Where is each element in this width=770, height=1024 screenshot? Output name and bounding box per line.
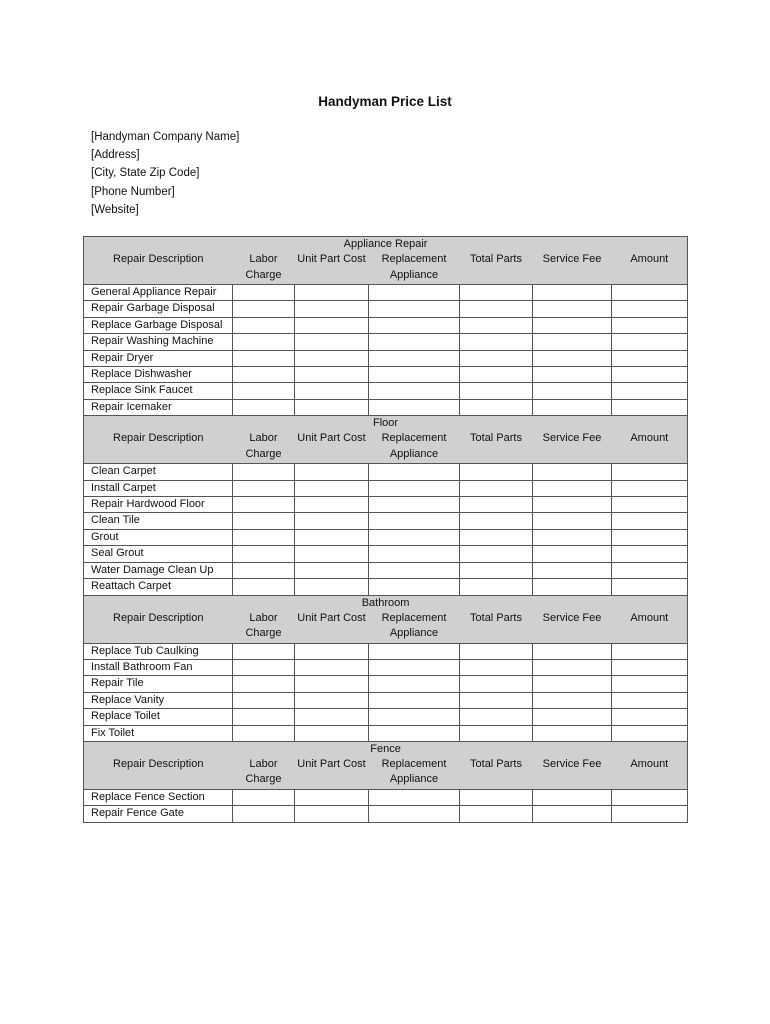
column-header-replacement-appliance: Replacement Appliance (369, 611, 460, 644)
replacement-appliance-cell[interactable] (369, 546, 460, 562)
amount-cell[interactable] (612, 317, 688, 333)
total-parts-cell[interactable] (460, 367, 533, 383)
repair-description-cell: Repair Garbage Disposal (84, 301, 233, 317)
replacement-appliance-cell[interactable] (369, 301, 460, 317)
unit-part-cost-cell[interactable] (295, 806, 369, 822)
unit-part-cost-cell[interactable] (295, 709, 369, 725)
amount-cell[interactable] (612, 480, 688, 496)
section-title: Fence (84, 741, 688, 757)
column-header-description: Repair Description (84, 431, 233, 464)
amount-cell[interactable] (612, 383, 688, 399)
replacement-appliance-cell[interactable] (369, 659, 460, 675)
labor-charge-cell[interactable] (233, 464, 295, 480)
column-header-total-parts: Total Parts (460, 431, 533, 464)
replacement-appliance-cell[interactable] (369, 367, 460, 383)
amount-cell[interactable] (612, 513, 688, 529)
service-fee-cell[interactable] (533, 725, 612, 741)
service-fee-cell[interactable] (533, 367, 612, 383)
repair-description-cell: Replace Dishwasher (84, 367, 233, 383)
amount-cell[interactable] (612, 497, 688, 513)
amount-cell[interactable] (612, 334, 688, 350)
table-row (84, 334, 688, 350)
replacement-appliance-cell[interactable] (369, 334, 460, 350)
unit-part-cost-cell[interactable] (295, 676, 369, 692)
total-parts-cell[interactable] (460, 513, 533, 529)
total-parts-cell[interactable] (460, 579, 533, 595)
table-row (84, 529, 688, 545)
repair-description-cell: Replace Fence Section (84, 789, 233, 805)
total-parts-cell[interactable] (460, 546, 533, 562)
column-header-labor-charge: Labor Charge (233, 252, 295, 285)
repair-description-cell: Grout (84, 529, 233, 545)
unit-part-cost-cell[interactable] (295, 480, 369, 496)
column-header-unit-part-cost: Unit Part Cost (295, 431, 369, 464)
section-title-row (84, 595, 688, 611)
labor-charge-cell[interactable] (233, 789, 295, 805)
amount-cell[interactable] (612, 367, 688, 383)
column-header-total-parts: Total Parts (460, 252, 533, 285)
labor-charge-cell[interactable] (233, 579, 295, 595)
repair-description-cell: Repair Icemaker (84, 399, 233, 415)
amount-cell[interactable] (612, 643, 688, 659)
total-parts-cell[interactable] (460, 562, 533, 578)
service-fee-cell[interactable] (533, 480, 612, 496)
column-header-unit-part-cost: Unit Part Cost (295, 757, 369, 790)
unit-part-cost-cell[interactable] (295, 301, 369, 317)
service-fee-cell[interactable] (533, 692, 612, 708)
service-fee-cell[interactable] (533, 399, 612, 415)
repair-description-cell: Clean Tile (84, 513, 233, 529)
service-fee-cell[interactable] (533, 464, 612, 480)
repair-description-cell: Install Bathroom Fan (84, 659, 233, 675)
service-fee-cell[interactable] (533, 317, 612, 333)
service-fee-cell[interactable] (533, 513, 612, 529)
table-row (84, 464, 688, 480)
column-header-service-fee: Service Fee (533, 757, 612, 790)
table-row (84, 562, 688, 578)
repair-description-cell: Repair Hardwood Floor (84, 497, 233, 513)
repair-description-cell: Install Carpet (84, 480, 233, 496)
column-header-labor-charge: Labor Charge (233, 611, 295, 644)
total-parts-cell[interactable] (460, 464, 533, 480)
section-title-row (84, 741, 688, 757)
labor-charge-cell[interactable] (233, 334, 295, 350)
column-header-replacement-appliance: Replacement Appliance (369, 757, 460, 790)
section-title: Floor (84, 416, 688, 432)
column-header-replacement-appliance: Replacement Appliance (369, 431, 460, 464)
replacement-appliance-cell[interactable] (369, 480, 460, 496)
unit-part-cost-cell[interactable] (295, 383, 369, 399)
unit-part-cost-cell[interactable] (295, 546, 369, 562)
repair-description-cell: Clean Carpet (84, 464, 233, 480)
column-header-description: Repair Description (84, 611, 233, 644)
repair-description-cell: Replace Toilet (84, 709, 233, 725)
amount-cell[interactable] (612, 464, 688, 480)
column-header-labor-charge: Labor Charge (233, 757, 295, 790)
replacement-appliance-cell[interactable] (369, 285, 460, 301)
replacement-appliance-cell[interactable] (369, 725, 460, 741)
company-phone: [Phone Number] (91, 185, 175, 198)
labor-charge-cell[interactable] (233, 285, 295, 301)
repair-description-cell: Repair Washing Machine (84, 334, 233, 350)
column-header-service-fee: Service Fee (533, 252, 612, 285)
labor-charge-cell[interactable] (233, 562, 295, 578)
service-fee-cell[interactable] (533, 350, 612, 366)
replacement-appliance-cell[interactable] (369, 676, 460, 692)
repair-description-cell: Repair Dryer (84, 350, 233, 366)
service-fee-cell[interactable] (533, 676, 612, 692)
labor-charge-cell[interactable] (233, 806, 295, 822)
total-parts-cell[interactable] (460, 692, 533, 708)
total-parts-cell[interactable] (460, 709, 533, 725)
replacement-appliance-cell[interactable] (369, 562, 460, 578)
column-header-service-fee: Service Fee (533, 431, 612, 464)
column-header-row (84, 431, 688, 464)
table-row (84, 301, 688, 317)
amount-cell[interactable] (612, 676, 688, 692)
service-fee-cell[interactable] (533, 334, 612, 350)
column-header-amount: Amount (612, 431, 688, 464)
table-row (84, 725, 688, 741)
labor-charge-cell[interactable] (233, 350, 295, 366)
unit-part-cost-cell[interactable] (295, 562, 369, 578)
table-row (84, 806, 688, 822)
table-row (84, 383, 688, 399)
table-row (84, 546, 688, 562)
repair-description-cell: Fix Toilet (84, 725, 233, 741)
amount-cell[interactable] (612, 709, 688, 725)
amount-cell[interactable] (612, 301, 688, 317)
labor-charge-cell[interactable] (233, 676, 295, 692)
column-header-row (84, 611, 688, 644)
unit-part-cost-cell[interactable] (295, 725, 369, 741)
total-parts-cell[interactable] (460, 350, 533, 366)
table-row (84, 367, 688, 383)
total-parts-cell[interactable] (460, 334, 533, 350)
table-row (84, 497, 688, 513)
amount-cell[interactable] (612, 579, 688, 595)
replacement-appliance-cell[interactable] (369, 464, 460, 480)
repair-description-cell: Repair Fence Gate (84, 806, 233, 822)
replacement-appliance-cell[interactable] (369, 789, 460, 805)
labor-charge-cell[interactable] (233, 497, 295, 513)
company-address: [Address] (91, 149, 140, 162)
total-parts-cell[interactable] (460, 659, 533, 675)
replacement-appliance-cell[interactable] (369, 383, 460, 399)
column-header-service-fee: Service Fee (533, 611, 612, 644)
table-row (84, 676, 688, 692)
column-header-unit-part-cost: Unit Part Cost (295, 611, 369, 644)
service-fee-cell[interactable] (533, 562, 612, 578)
service-fee-cell[interactable] (533, 789, 612, 805)
section-title-row (84, 416, 688, 432)
column-header-total-parts: Total Parts (460, 611, 533, 644)
table-row (84, 709, 688, 725)
labor-charge-cell[interactable] (233, 301, 295, 317)
amount-cell[interactable] (612, 399, 688, 415)
unit-part-cost-cell[interactable] (295, 659, 369, 675)
service-fee-cell[interactable] (533, 497, 612, 513)
unit-part-cost-cell[interactable] (295, 350, 369, 366)
labor-charge-cell[interactable] (233, 692, 295, 708)
amount-cell[interactable] (612, 725, 688, 741)
unit-part-cost-cell[interactable] (295, 692, 369, 708)
service-fee-cell[interactable] (533, 659, 612, 675)
total-parts-cell[interactable] (460, 480, 533, 496)
amount-cell[interactable] (612, 562, 688, 578)
labor-charge-cell[interactable] (233, 709, 295, 725)
total-parts-cell[interactable] (460, 789, 533, 805)
service-fee-cell[interactable] (533, 383, 612, 399)
column-header-replacement-appliance: Replacement Appliance (369, 252, 460, 285)
replacement-appliance-cell[interactable] (369, 643, 460, 659)
column-header-row (84, 252, 688, 285)
repair-description-cell: Repair Tile (84, 676, 233, 692)
service-fee-cell[interactable] (533, 643, 612, 659)
replacement-appliance-cell[interactable] (369, 709, 460, 725)
table-row (84, 579, 688, 595)
labor-charge-cell[interactable] (233, 317, 295, 333)
repair-description-cell: Replace Tub Caulking (84, 643, 233, 659)
service-fee-cell[interactable] (533, 579, 612, 595)
company-city-state-zip: [City, State Zip Code] (91, 167, 200, 180)
repair-description-cell: Replace Sink Faucet (84, 383, 233, 399)
company-name: [Handyman Company Name] (91, 131, 240, 143)
labor-charge-cell[interactable] (233, 643, 295, 659)
unit-part-cost-cell[interactable] (295, 317, 369, 333)
column-header-amount: Amount (612, 611, 688, 644)
repair-description-cell: General Appliance Repair (84, 285, 233, 301)
replacement-appliance-cell[interactable] (369, 497, 460, 513)
column-header-description: Repair Description (84, 252, 233, 285)
labor-charge-cell[interactable] (233, 367, 295, 383)
repair-description-cell: Water Damage Clean Up (84, 562, 233, 578)
unit-part-cost-cell[interactable] (295, 579, 369, 595)
labor-charge-cell[interactable] (233, 546, 295, 562)
labor-charge-cell[interactable] (233, 659, 295, 675)
service-fee-cell[interactable] (533, 546, 612, 562)
table-row (84, 399, 688, 415)
amount-cell[interactable] (612, 659, 688, 675)
amount-cell[interactable] (612, 529, 688, 545)
company-website: [Website] (91, 203, 139, 216)
column-header-description: Repair Description (84, 757, 233, 790)
replacement-appliance-cell[interactable] (369, 529, 460, 545)
labor-charge-cell[interactable] (233, 513, 295, 529)
section-title: Bathroom (84, 595, 688, 611)
total-parts-cell[interactable] (460, 301, 533, 317)
column-header-row (84, 757, 688, 790)
table-row (84, 480, 688, 496)
column-header-amount: Amount (612, 757, 688, 790)
table-row (84, 350, 688, 366)
column-header-amount: Amount (612, 252, 688, 285)
labor-charge-cell[interactable] (233, 399, 295, 415)
total-parts-cell[interactable] (460, 497, 533, 513)
document-title: Handyman Price List (318, 94, 452, 109)
replacement-appliance-cell[interactable] (369, 513, 460, 529)
repair-description-cell: Reattach Carpet (84, 579, 233, 595)
labor-charge-cell[interactable] (233, 725, 295, 741)
total-parts-cell[interactable] (460, 529, 533, 545)
company-info-block (91, 128, 239, 219)
replacement-appliance-cell[interactable] (369, 350, 460, 366)
amount-cell[interactable] (612, 806, 688, 822)
amount-cell[interactable] (612, 350, 688, 366)
column-header-total-parts: Total Parts (460, 757, 533, 790)
service-fee-cell[interactable] (533, 301, 612, 317)
table-row (84, 285, 688, 301)
total-parts-cell[interactable] (460, 383, 533, 399)
unit-part-cost-cell[interactable] (295, 643, 369, 659)
total-parts-cell[interactable] (460, 399, 533, 415)
replacement-appliance-cell[interactable] (369, 579, 460, 595)
unit-part-cost-cell[interactable] (295, 513, 369, 529)
service-fee-cell[interactable] (533, 529, 612, 545)
total-parts-cell[interactable] (460, 725, 533, 741)
table-row (84, 789, 688, 805)
repair-description-cell: Seal Grout (84, 546, 233, 562)
unit-part-cost-cell[interactable] (295, 497, 369, 513)
total-parts-cell[interactable] (460, 643, 533, 659)
unit-part-cost-cell[interactable] (295, 464, 369, 480)
table-row (84, 659, 688, 675)
unit-part-cost-cell[interactable] (295, 334, 369, 350)
unit-part-cost-cell[interactable] (295, 529, 369, 545)
repair-description-cell: Replace Vanity (84, 692, 233, 708)
column-header-labor-charge: Labor Charge (233, 431, 295, 464)
amount-cell[interactable] (612, 692, 688, 708)
replacement-appliance-cell[interactable] (369, 399, 460, 415)
repair-description-cell: Replace Garbage Disposal (84, 317, 233, 333)
table-row (84, 643, 688, 659)
unit-part-cost-cell[interactable] (295, 367, 369, 383)
labor-charge-cell[interactable] (233, 529, 295, 545)
total-parts-cell[interactable] (460, 317, 533, 333)
replacement-appliance-cell[interactable] (369, 692, 460, 708)
table-row (84, 513, 688, 529)
section-title-row (84, 237, 688, 253)
labor-charge-cell[interactable] (233, 480, 295, 496)
labor-charge-cell[interactable] (233, 383, 295, 399)
column-header-unit-part-cost: Unit Part Cost (295, 252, 369, 285)
service-fee-cell[interactable] (533, 709, 612, 725)
unit-part-cost-cell[interactable] (295, 789, 369, 805)
total-parts-cell[interactable] (460, 806, 533, 822)
unit-part-cost-cell[interactable] (295, 399, 369, 415)
service-fee-cell[interactable] (533, 806, 612, 822)
total-parts-cell[interactable] (460, 285, 533, 301)
amount-cell[interactable] (612, 789, 688, 805)
amount-cell[interactable] (612, 546, 688, 562)
replacement-appliance-cell[interactable] (369, 317, 460, 333)
amount-cell[interactable] (612, 285, 688, 301)
table-row (84, 692, 688, 708)
total-parts-cell[interactable] (460, 676, 533, 692)
price-list-table (83, 236, 688, 823)
unit-part-cost-cell[interactable] (295, 285, 369, 301)
replacement-appliance-cell[interactable] (369, 806, 460, 822)
service-fee-cell[interactable] (533, 285, 612, 301)
table-row (84, 317, 688, 333)
section-title: Appliance Repair (84, 237, 688, 253)
